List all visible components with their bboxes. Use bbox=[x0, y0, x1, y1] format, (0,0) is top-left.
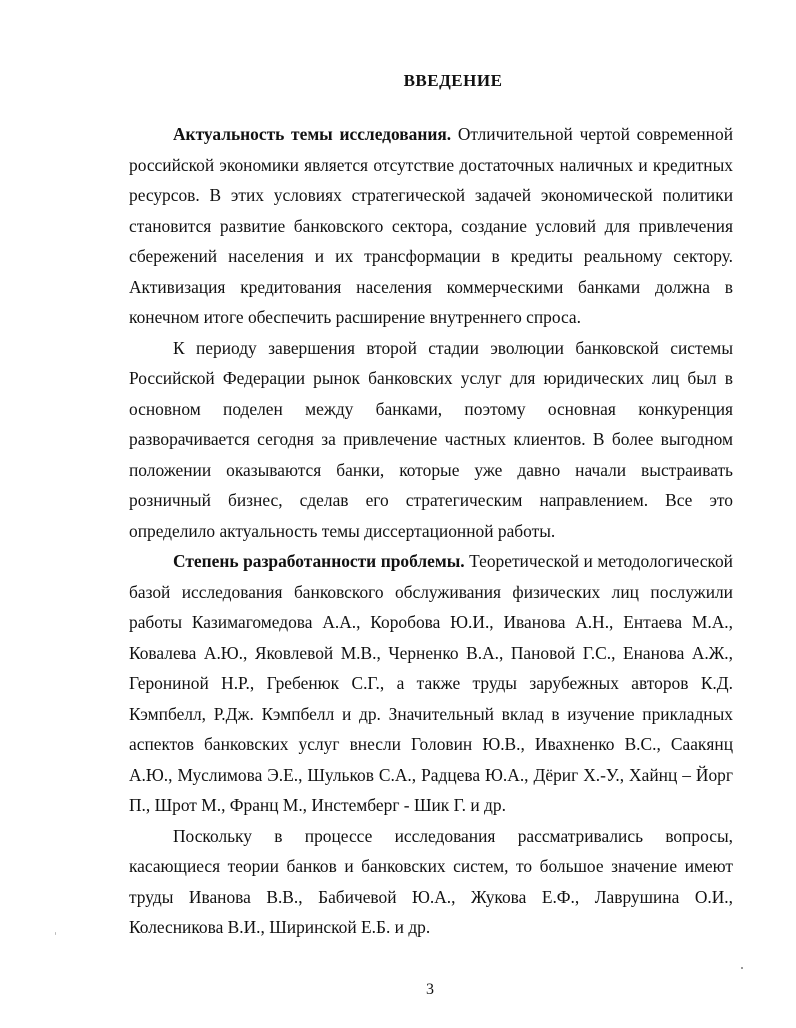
paragraph-lead: Актуальность темы исследования. bbox=[173, 124, 452, 144]
page-number: 3 bbox=[426, 981, 434, 998]
scan-speck bbox=[741, 967, 743, 969]
section-heading: ВВЕДЕНИЕ bbox=[403, 71, 503, 90]
body-text bbox=[129, 119, 733, 943]
paragraph-relevance bbox=[129, 119, 733, 333]
paragraph-text: Теоретической и методологической базой исследования банковского обслуживания физических лиц послужили работы Казимагомедова А.А., Коробова Ю.И., Иванова А.Н., Ентаева М.А., Ковалева А.Ю., Яковлевой М.В., Черненко В.А., Пановой Г.С., Енанова А.Ж., Герониной Н.Р., Гребенюк С.Г., а также труды зарубежных авторов К.Д. Кэмпбелл, Р.Дж. Кэмпбелл и др. Значительный вклад в изучение прикладных аспектов банковских услуг внесли Головин Ю.В., Ивахненко В.С., Саакянц А.Ю., Муслимова Э.Е., Шульков С.А., Радцева Ю.А., Дёриг Х.-У., Хайнц – Йорг П., Шрот М., Франц М., Инстемберг - Шик Г. и др. bbox=[129, 551, 733, 815]
paragraph-market bbox=[129, 333, 733, 547]
paragraph-development-degree bbox=[129, 546, 733, 821]
paragraph-text: Отличительной чертой современной российской экономики является отсутствие достаточных наличных и кредитных ресурсов. В этих условиях стратегической задачей экономической политики становится развитие банковского сектора, создание условий для привлечения сбережений населения и их трансформации в кредиты реальному сектору. Активизация кредитования населения коммерческими банками должна в конечном итоге обеспечить расширение внутреннего спроса. bbox=[129, 124, 733, 327]
paragraph-text: Поскольку в процессе исследования рассматривались вопросы, касающиеся теории банков и банковских систем, то большое значение имеют труды Иванова В.В., Бабичевой Ю.А., Жукова Е.Ф., Лаврушина О.И., Колесникова В.И., Ширинской Е.Б. и др. bbox=[129, 825, 733, 937]
paragraph-lead: Степень разработанности проблемы. bbox=[173, 551, 465, 571]
paragraph-bank-theory bbox=[129, 821, 733, 943]
paragraph-text: К периоду завершения второй стадии эволюции банковской системы Российской Федерации рынок банковских услуг для юридических лиц был в основном поделен между банками, поэтому основная конкуренция разворачивается сегодня за привлечение частных клиентов. В более выгодном положении оказываются банки, которые уже давно начали выстраивать розничный бизнес, сделав его стратегическим направлением. Все это определило актуальность темы диссертационной работы. bbox=[129, 337, 733, 541]
scan-speck bbox=[55, 932, 56, 935]
